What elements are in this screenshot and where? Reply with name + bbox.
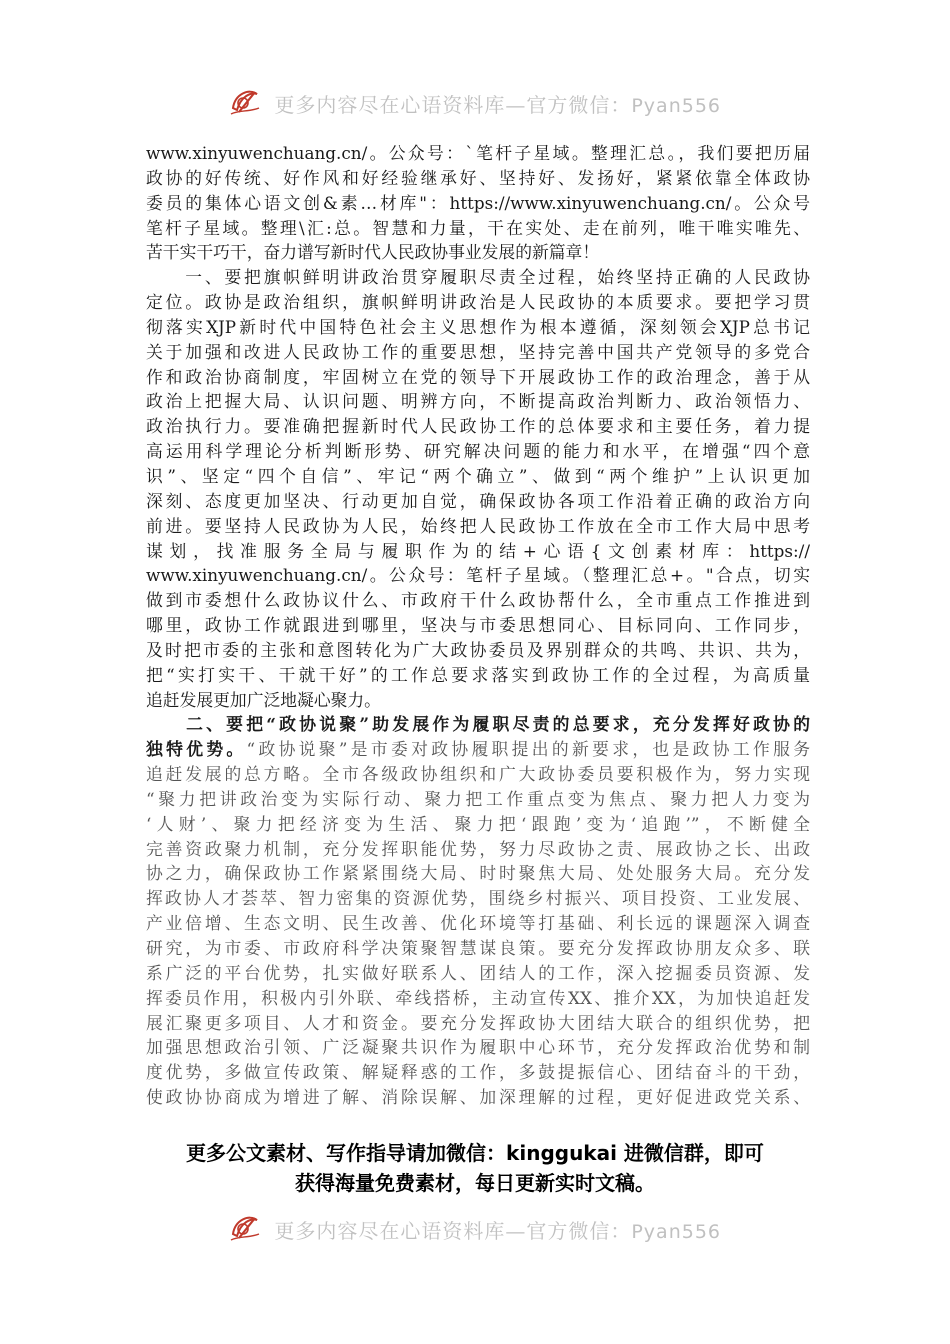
body-line: 识”、坚定“四个自信”、牢记“两个确立”、做到“两个维护”上认识更加	[146, 465, 810, 486]
header-brand	[0, 86, 950, 121]
promo-line-1: 更多公文素材、写作指导请加微信：kinggukai 进微信群，即可	[186, 1141, 764, 1165]
body-line: 政协的好传统、好作风和好经验继承好、坚持好、发扬好，紧紧依靠全体政协	[146, 167, 810, 188]
body-line: 追赶发展的总方略。全市各级政协组织和广大政协委员要积极作为，努力实现	[146, 764, 810, 785]
body-line: 协之力，确保政协工作紧紧围绕大局、时时聚焦大局、处处服务大局。充分发	[146, 863, 810, 884]
body-line: 笔杆子星域。整理\汇:总。智慧和力量，干在实处、走在前列，唯干唯实唯先、	[146, 217, 810, 238]
brand-logo-icon	[229, 1212, 263, 1247]
body-line: 前进。要坚持人民政协为人民，始终把人民政协工作放在全市工作大局中思考	[146, 515, 810, 536]
body-line: 委员的集体心语文创&素…材库"：https://www.xinyuwenchuang.cn/。公众号	[146, 192, 810, 213]
body-line: 展汇聚更多项目、人才和资金。要充分发挥政协大团结大联合的组织优势，把	[146, 1012, 810, 1033]
section-2-first-line	[146, 737, 810, 762]
body-line: www.xinyuwenchuang.cn/。公众号：`笔杆子星域。整理汇总。，我们要把历届	[146, 143, 810, 163]
header-wechat-id: Pyan556	[631, 95, 721, 117]
body-line: “聚力把讲政治变为实际行动、聚力把工作重点变为焦点、聚力把人力变为	[146, 788, 810, 809]
body-line: 哪里，政协工作就跟进到哪里，坚决与市委思想同心、目标同向、工作同步，	[146, 615, 810, 636]
body-line: 及时把市委的主张和意图转化为广大政协委员及界别群众的共鸣、共识、共为，	[146, 639, 810, 660]
body-line: 苦干实干巧干，奋力谱写新时代人民政协事业发展的新篇章！	[146, 242, 600, 263]
body-line: 做到市委想什么政协议什么、市政府干什么政协帮什么，全市重点工作推进到	[146, 590, 810, 611]
footer-wechat-id: Pyan556	[631, 1221, 721, 1243]
footer-brand-text: 更多内容尽在心语资料库—官方微信：Pyan556	[274, 1219, 721, 1243]
body-line: 完善资政聚力机制，充分发挥职能优势，努力尽政协之责、展政协之长、出政	[146, 838, 810, 859]
section-2-heading: 二、要把“政协说聚”助发展作为履职尽责的总要求，充分发挥好政协的	[146, 714, 810, 735]
body-line: 研究，为市委、市政府科学决策聚智慧谋良策。要充分发挥政协朋友众多、联	[146, 938, 810, 958]
body-line: 追赶发展更加广泛地凝心聚力。	[146, 689, 381, 710]
body-line: 政治上把握大局、认识问题、明辨方向，不断提高政治判断力、政治领悟力、	[146, 391, 810, 412]
body-line: 深刻、态度更加坚决、行动更加自觉，确保政协各项工作沿着正确的政治方向	[146, 490, 810, 511]
body-line: 使政协协商成为增进了解、消除误解、加深理解的过程，更好促进政党关系、	[146, 1087, 810, 1108]
body-line: 加强思想政治引领、广泛凝聚共识作为履职中心环节，充分发挥政治优势和制	[146, 1037, 810, 1058]
body-line: 谋划，找准服务全局与履职作为的结+心语{文创素材库：https://	[146, 540, 810, 561]
body-line: 一、要把旗帜鲜明讲政治贯穿履职尽责全过程，始终坚持正确的人民政协	[146, 267, 810, 288]
body-line: 作和政治协商制度，牢固树立在党的领导下开展政协工作的政治理念，善于从	[146, 366, 810, 387]
header-brand-text: 更多内容尽在心语资料库—官方微信：Pyan556	[274, 93, 721, 117]
section-2-heading-tail: 独特优势。	[146, 739, 247, 760]
body-line: 产业倍增、生态文明、民生改善、优化环境等打基础、利长远的课题深入调查	[146, 913, 810, 934]
body-line: 彻落实XJP新时代中国特色社会主义思想作为根本遵循，深刻领会XJP总书记	[146, 316, 810, 337]
body-line: 把“实打实干、干就干好”的工作总要求落实到政协工作的全过程，为高质量	[146, 664, 810, 685]
body-line: 度优势，多做宣传政策、解疑释惑的工作，多鼓提振信心、团结奋斗的干劲，	[146, 1062, 810, 1083]
body-line: 关于加强和改进人民政协工作的重要思想，坚持完善中国共产党领导的多党合	[146, 341, 810, 362]
body-line: 挥委员作用，积极内引外联、牵线搭桥，主动宣传XX、推介XX，为加快追赶发	[146, 987, 810, 1008]
body-line: ‘人财’、聚力把经济变为生活、聚力把‘跟跑’变为‘追跑’”，不断健全	[146, 813, 810, 834]
body-line: 定位。政协是政治组织，旗帜鲜明讲政治是人民政协的本质要求。要把学习贯	[146, 292, 810, 313]
promo-line-2: 获得海量免费素材，每日更新实时文稿。	[295, 1171, 655, 1195]
body-line: 高运用科学理论分析判断形势、研究解决问题的能力和水平，在增强“四个意	[146, 441, 810, 462]
body-line: 挥政协人才荟萃、智力密集的资源优势，围绕乡村振兴、项目投资、工业发展、	[146, 888, 810, 909]
brand-logo-icon	[229, 86, 263, 121]
section-2-first-line-text: “政协说聚”是市委对政协履职提出的新要求，也是政协工作服务	[246, 739, 810, 760]
promo-banner	[0, 1138, 950, 1198]
footer-brand	[0, 1212, 950, 1247]
body-line: 政治执行力。要准确把握新时代人民政协工作的总体要求和主要任务，着力提	[146, 416, 810, 437]
document-body	[146, 141, 810, 1110]
body-line: www.xinyuwenchuang.cn/。公众号：笔杆子星域。（整理汇总+。"合点，切实	[146, 565, 810, 586]
body-line: 系广泛的平台优势，扎实做好联系人、团结人的工作，深入挖掘委员资源、发	[146, 962, 810, 983]
